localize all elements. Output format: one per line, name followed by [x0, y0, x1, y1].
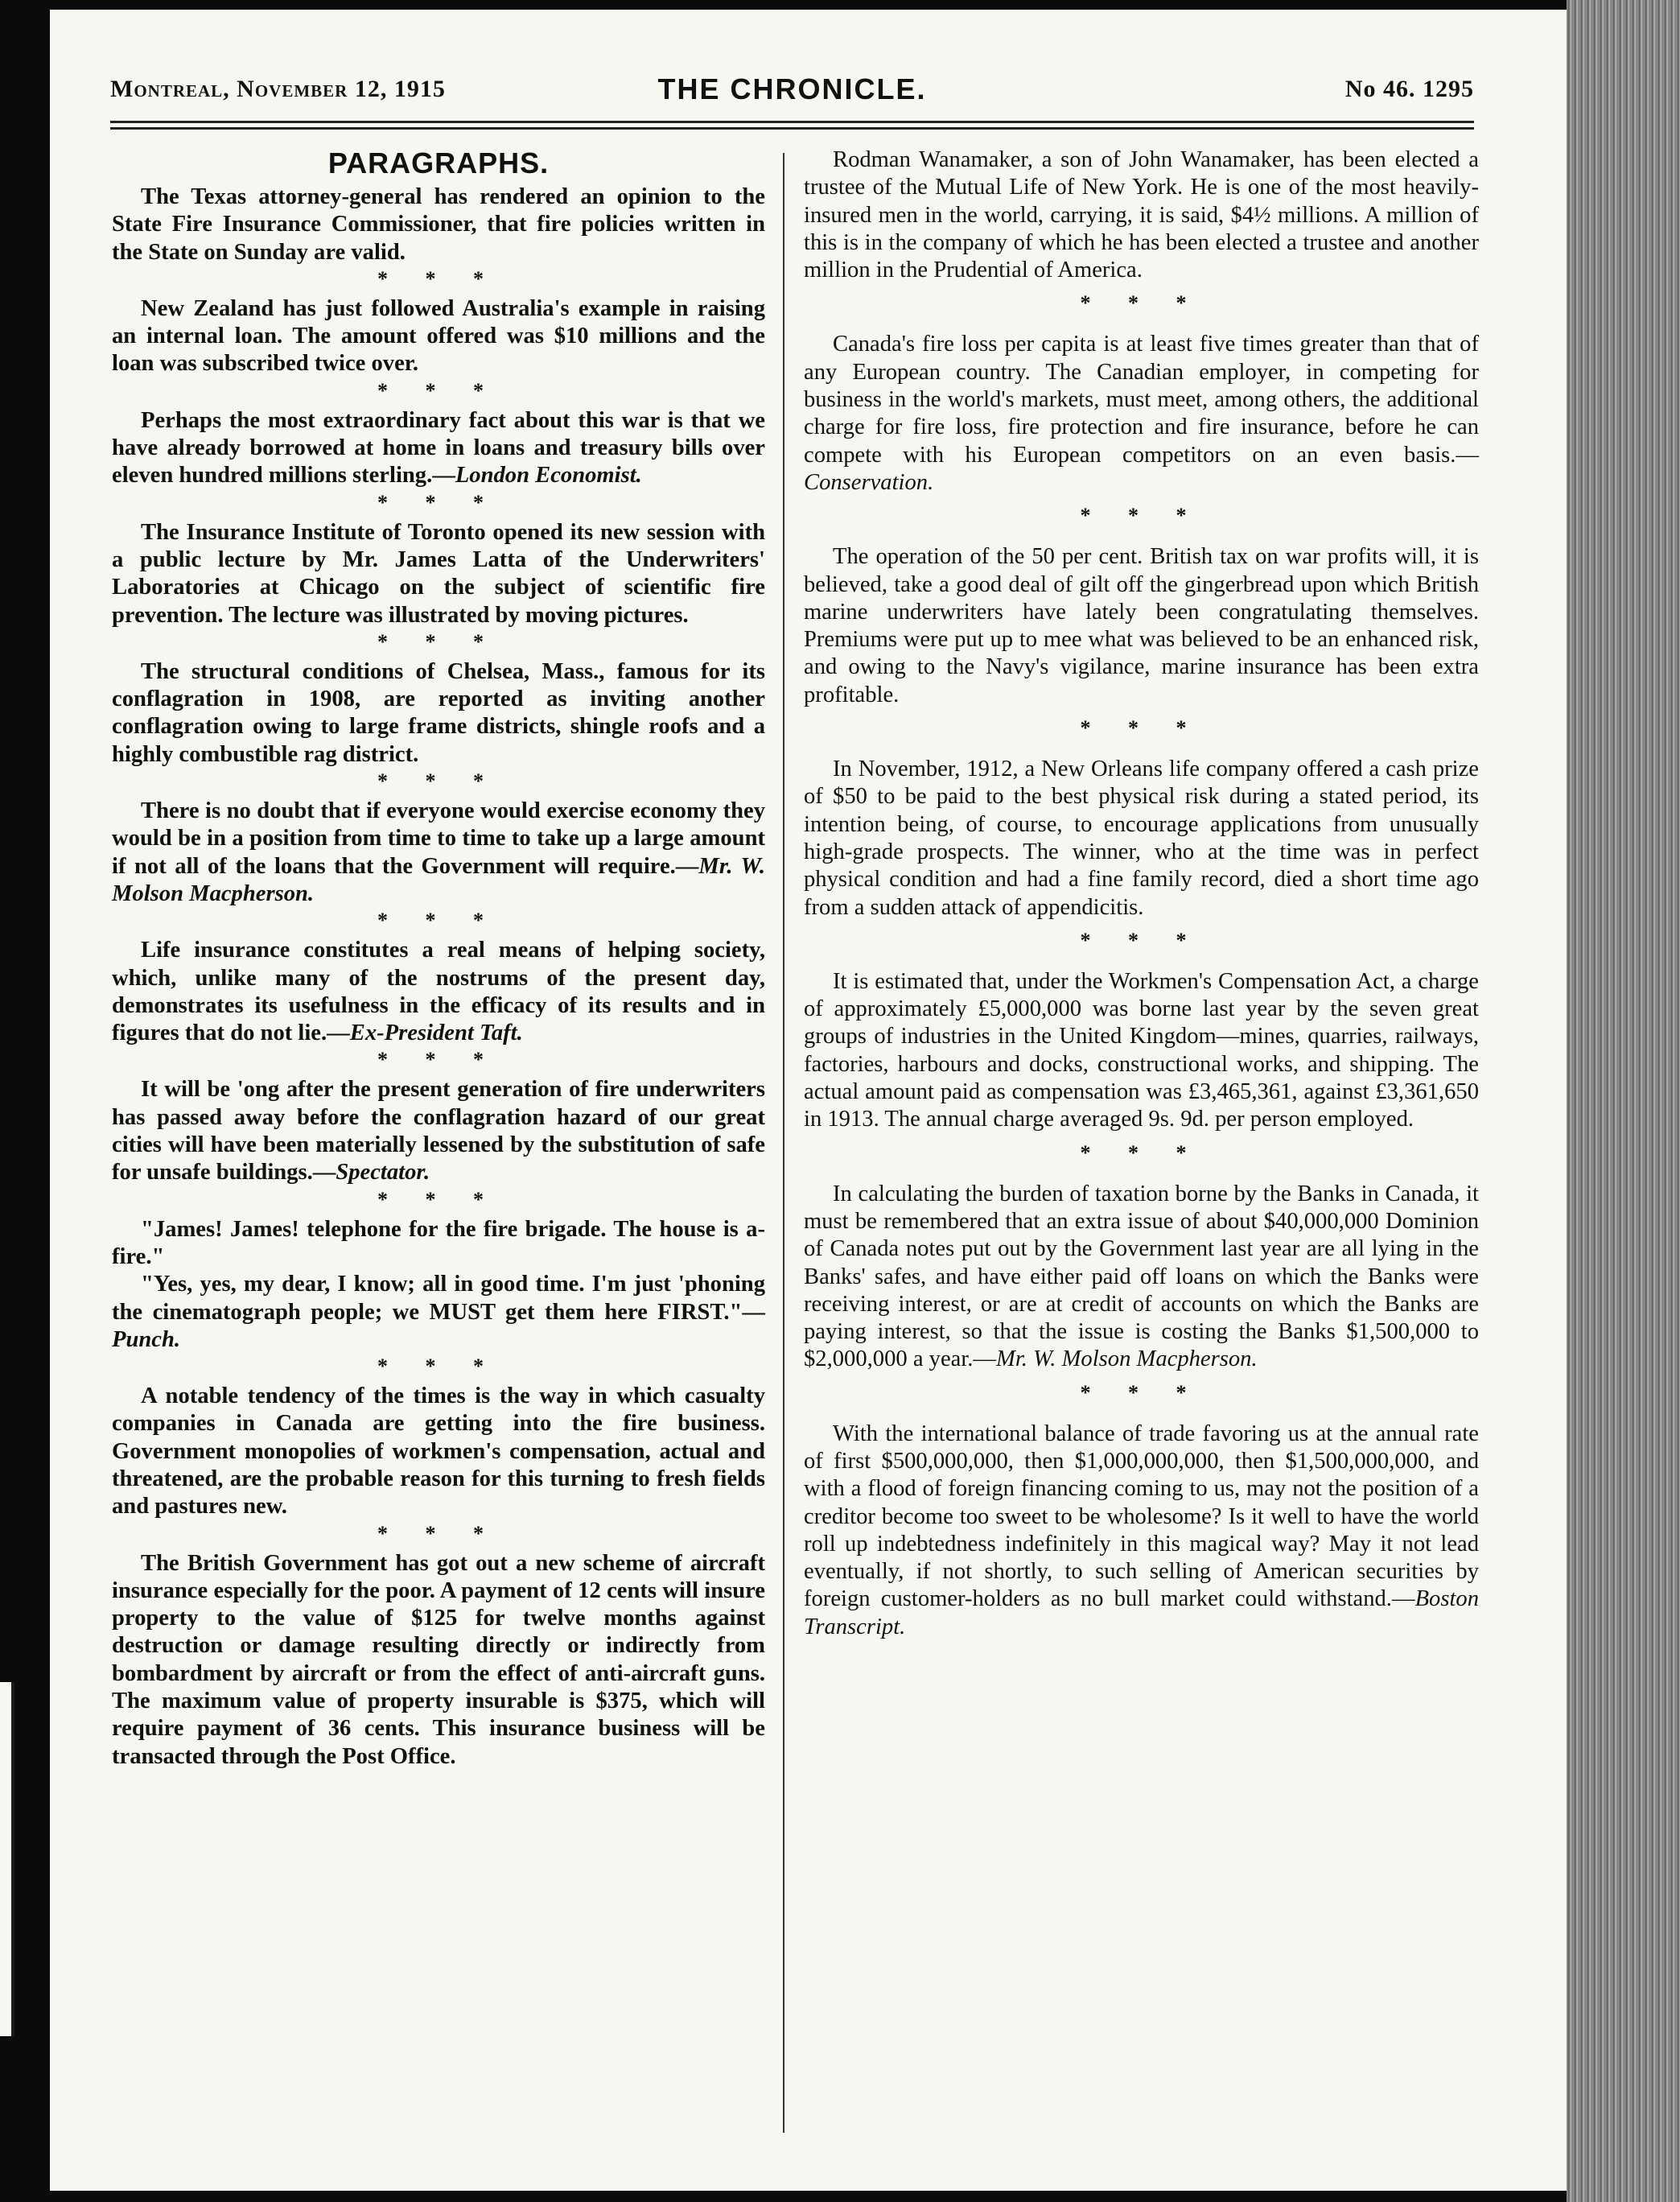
source-attribution: Punch. [112, 1326, 181, 1352]
source-attribution: Boston Transcript. [804, 1586, 1479, 1639]
paragraph-insurance-institute: The Insurance Institute of Toronto opened its new session with a public lecture by Mr. James Latta of the Underwriters' Laboratories at Chicago on the subject of scientific fire prevention. The lecture was illustrated by moving pictures. [112, 519, 765, 628]
separator: * * * [377, 1048, 500, 1072]
paragraph-new-orleans: In November, 1912, a New Orleans life company offered a cash prize of $50 to be paid to the best physical risk during a stated period, its intention being, of course, to encourage applications from unusually high-grade prospects. The winner, who at the time was in perfect physical condition and had a fine family record, died a short time ago from a sudden attack of appendicitis. [804, 757, 1479, 920]
separator: * * * [377, 909, 500, 933]
paragraph-punch-quote: "James! James! telephone for the fire brigade. The house is a-fire." [112, 1216, 765, 1269]
source-attribution: Conservation. [804, 469, 934, 495]
separator: * * * [377, 490, 500, 514]
source-attribution: Mr. W. Molson Macpherson. [996, 1346, 1258, 1372]
separator: * * * [1080, 928, 1203, 952]
column-divider [783, 153, 784, 2133]
paragraph-life-insurance: Life insurance constitutes a real means of helping society, which, unlike many of the nostrums of the present day, demonstrates its usefulness in the efficacy of its results and in figures that do not lie.—Ex-President Taft. [112, 938, 765, 1046]
paragraph-trade-balance: With the international balance of trade favoring us at the annual rate of first $500,000,000, then $1,000,000,000, then $1,500,000,000, and with a flood of foreign financing coming to us, may not the position of a creditor become too sweet to be wholesome? Is it well to have the world roll up indebtedness indefinitely in this magical way? May it not lead eventually, if not shortly, to such selling of American securities by foreign customer-holders as no bull market could withstand.—Boston Transcript. [804, 1421, 1479, 1639]
header-rule-bottom [110, 127, 1474, 130]
source-attribution: London Economist. [455, 463, 642, 489]
paragraph-economy: There is no doubt that if everyone would exercise economy they would be in a position from time to time to take up a large amount if not all of the loans that the Government will require.—Mr. W. Molson Macpherson. [112, 798, 765, 906]
masthead-title: THE CHRONICLE. [657, 72, 927, 105]
source-attribution: Ex-President Taft. [349, 1021, 523, 1046]
paragraph-war-profits-tax: The operation of the 50 per cent. British tax on war profits will, it is believed, take a good deal of gilt off the gingerbread upon which British marine underwriters have lately been congratulating themselves. Premiums were put up to mee what was believed to be an enhanced risk, and owing to the Navy's vigilance, marine insurance has been extra profitable. [804, 544, 1479, 707]
source-attribution: Spectator. [336, 1160, 430, 1186]
section-heading: PARAGRAPHS. [327, 146, 550, 179]
separator: * * * [1080, 504, 1203, 528]
header-rule-top [110, 121, 1474, 123]
paragraph-punch-reply: "Yes, yes, my dear, I know; all in good time. I'm just 'phoning the cinematograph people; we MUST get them here FIRST."—Punch. [112, 1272, 765, 1352]
separator: * * * [377, 1187, 500, 1211]
paragraph-war-loans: Perhaps the most extraordinary fact about this war is that we have already borrowed at home in loans and treasury bills over eleven hundred millions sterling.—London Economist. [112, 407, 765, 489]
paragraph-conflagration-hazard: It will be 'ong after the present generation of fire underwriters has passed away before the conflagration hazard of our great cities will have been materially lessened by the substitution of safe for unsafe buildings.—Spectator. [112, 1077, 765, 1186]
paragraph-aircraft-insurance: The British Government has got out a new scheme of aircraft insurance especially for the poor. A payment of 12 cents will insure property to the value of $125 for twelve months against destruction or damage resulting directly or indirectly from bombardment by aircraft or from the effect of anti-aircraft guns. The maximum value of property insurable is $375, which will require payment of 36 cents. This insurance business will be transacted through the Post Office. [112, 1550, 765, 1769]
separator: * * * [1080, 1140, 1203, 1165]
header-dateline: Montreal, November 12, 1915 [110, 76, 446, 102]
paragraph-workmens-compensation: It is estimated that, under the Workmen's Compensation Act, a charge of approximately £5,000,000 was borne last year by the seven great groups of industries in the United Kingdom—mines, quarries, railways, factories, harbours and docks, constructional works, and shipping. The actual amount paid as compensation was £3,465,361, against £3,361,650 in 1913. The annual charge averaged 9s. 9d. per person employed. [804, 968, 1479, 1132]
book-page-edges [1567, 0, 1680, 2202]
source-attribution: Mr. W. Molson Macpherson. [112, 853, 765, 906]
paragraph-canada-fire-loss: Canada's fire loss per capita is at least five times greater than that of any European country. The Canadian employer, in competing for business in the world's markets, must meet, among others, the additional charge for fire loss, fire protection and fire insurance, before he can compete with his European competitors on an even basis.—Conservation. [804, 332, 1479, 495]
page-header [110, 64, 1474, 113]
separator: * * * [1080, 716, 1203, 740]
separator: * * * [1080, 291, 1203, 315]
separator: * * * [1080, 1380, 1203, 1404]
separator: * * * [377, 629, 500, 654]
separator: * * * [377, 378, 500, 402]
paragraph-texas: The Texas attorney-general has rendered an opinion to the State Fire Insurance Commissioner, that fire policies written in the State on Sunday are valid. [112, 184, 765, 265]
separator: * * * [377, 1521, 500, 1545]
binding-edge [0, 1682, 14, 2036]
paragraph-bank-taxation: In calculating the burden of taxation borne by the Banks in Canada, it must be remembered that an extra issue of about $40,000,000 Dominion of Canada notes put out by the Government last year are all lying in the Banks' safes, and have either paid off loans on which the Banks were receiving interest, or are at credit of accounts on which the Banks are paying interest, so that the issue is costing the Banks $1,500,000 to $2,000,000 a year.—Mr. W. Molson Macpherson. [804, 1181, 1479, 1372]
paragraph-new-zealand: New Zealand has just followed Australia's example in raising an internal loan. The amount offered was $10 millions and the loan was subscribed twice over. [112, 295, 765, 377]
separator: * * * [377, 266, 500, 291]
issue-page-number: No 46. 1295 [1344, 76, 1474, 102]
right-column [804, 146, 1479, 1641]
paragraph-chelsea: The structural conditions of Chelsea, Mass., famous for its conflagration in 1908, are reported as inviting another conflagration owing to large frame districts, shingle roofs and a highly combustible rag district. [112, 658, 765, 767]
left-column [112, 146, 765, 1771]
newspaper-page [50, 10, 1567, 2191]
paragraph-wanamaker: Rodman Wanamaker, a son of John Wanamaker, has been elected a trustee of the Mutual Life of New York. He is one of the most heavily-insured men in the world, carrying, it is said, $4½ millions. A million of this is in the company of which he has been elected a trustee and another million in the Prudential of America. [804, 147, 1479, 283]
separator: * * * [377, 769, 500, 794]
separator: * * * [377, 1355, 500, 1379]
paragraph-casualty-companies: A notable tendency of the times is the way in which casualty companies in Canada are getting into the fire business. Government monopolies of workmen's compensation, actual and threatened, are the probable reason for this turning to fresh fields and pastures new. [112, 1383, 765, 1520]
